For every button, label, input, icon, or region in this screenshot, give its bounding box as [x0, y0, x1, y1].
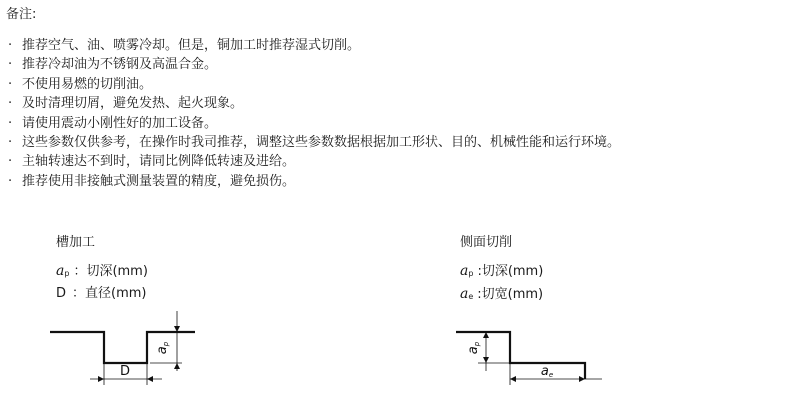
note-text: 推荐使用非接触式测量装置的精度，避免损伤。 — [22, 173, 296, 189]
groove-diagram — [50, 305, 210, 405]
groove-legend-depth — [56, 262, 148, 283]
side-cut-profile — [456, 332, 585, 379]
bullet: · — [8, 38, 13, 53]
bullet: · — [8, 76, 13, 92]
note-text: 推荐冷却油为不锈钢及高温合金。 — [22, 57, 218, 73]
width-label: ae — [540, 364, 554, 379]
bullet: · — [8, 57, 13, 73]
note-text: 主轴转速达不到时，请同比例降低转速及进给。 — [22, 154, 296, 170]
bullet: · — [8, 96, 13, 112]
notes-title: 备注: — [6, 7, 37, 22]
svg-text:ap: ap — [466, 341, 481, 355]
legend-subscript: p — [468, 269, 474, 278]
legend-subscript: e — [468, 292, 474, 301]
note-item — [8, 36, 620, 55]
bullet: · — [8, 134, 13, 150]
note-text: 这些参数仅供参考，在操作时我司推荐，调整这些参数数据根据加工形状、目的、机械性能和运行环境。 — [22, 134, 621, 150]
note-text: 推荐空气、油、喷雾冷却。但是，铜加工时推荐湿式切削。 — [22, 38, 361, 53]
depth-label — [155, 341, 170, 354]
legend-symbol: D — [56, 286, 67, 301]
note-item — [8, 172, 620, 191]
groove-legend-diameter — [56, 285, 147, 303]
note-text: 不使用易燃的切削油。 — [22, 76, 153, 92]
notes-list — [8, 36, 620, 191]
note-text: 及时清理切屑，避免发热、起火现象。 — [22, 96, 244, 112]
note-item — [8, 152, 620, 171]
legend-subscript: p — [64, 269, 70, 278]
groove-title: 槽加工 — [56, 235, 96, 250]
arrow-head — [483, 357, 489, 363]
note-item — [8, 133, 620, 152]
note-item — [8, 114, 620, 133]
bullet: · — [8, 173, 13, 189]
note-item — [8, 55, 620, 74]
legend-text: ：切深(mm) — [73, 264, 148, 279]
side-legend-depth — [460, 262, 543, 283]
arrow-head — [510, 376, 516, 382]
note-text: 请使用震动小刚性好的加工设备。 — [22, 115, 218, 131]
legend-text: :切深(mm) — [477, 264, 544, 279]
side-title: 侧面切削 — [460, 235, 513, 250]
width-label: D — [119, 364, 131, 379]
legend-symbol: a — [460, 286, 469, 302]
arrow-head — [98, 376, 104, 382]
note-item — [8, 75, 620, 94]
svg-text:ap: ap — [155, 341, 170, 355]
arrow-head — [147, 376, 153, 382]
legend-symbol: a — [56, 263, 65, 279]
legend-text: ：直径(mm) — [72, 286, 147, 301]
side-cut-diagram — [450, 305, 610, 405]
bullet: · — [8, 154, 13, 170]
arrow-head — [174, 363, 180, 369]
side-legend-width — [460, 285, 543, 306]
depth-label — [466, 341, 481, 354]
legend-symbol: a — [460, 263, 469, 279]
bullet: · — [8, 115, 13, 131]
groove-profile — [50, 332, 195, 363]
note-item — [8, 94, 620, 113]
legend-text: :切宽(mm) — [477, 287, 544, 302]
